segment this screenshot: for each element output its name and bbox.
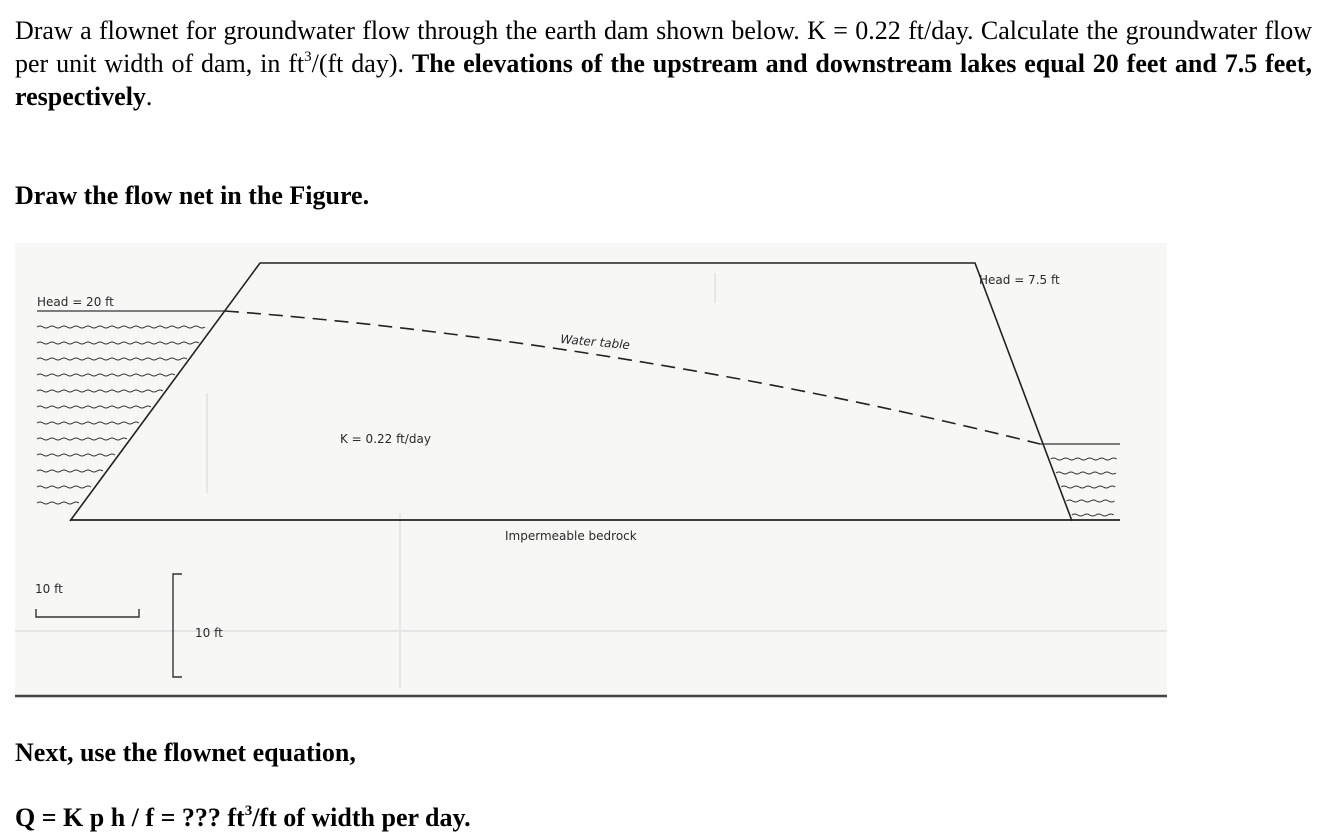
upstream-water-waves bbox=[37, 326, 205, 504]
water-wave bbox=[37, 326, 205, 328]
intro-superscript: 3 bbox=[304, 49, 312, 65]
water-wave bbox=[37, 342, 199, 344]
vertical-scale-label: 10 ft bbox=[195, 626, 223, 640]
water-table-label: Water table bbox=[559, 332, 631, 353]
upstream-head-label: Head = 20 ft bbox=[37, 295, 114, 309]
equation-text: Q = K p h / f = ??? ft bbox=[15, 803, 245, 832]
water-wave bbox=[1072, 514, 1114, 516]
bedrock-label: Impermeable bedrock bbox=[505, 529, 637, 543]
water-wave bbox=[1066, 500, 1114, 502]
intro-unit-text: /(ft day). bbox=[311, 49, 412, 78]
problem-statement bbox=[15, 14, 1312, 113]
water-table-line bbox=[225, 311, 1040, 444]
earth-dam-figure bbox=[15, 243, 1167, 699]
water-wave bbox=[37, 390, 163, 392]
dam-diagram bbox=[15, 243, 1167, 699]
water-wave bbox=[37, 502, 79, 504]
water-wave bbox=[37, 406, 151, 408]
equation-unit-text: /ft of width per day. bbox=[252, 803, 471, 832]
water-wave bbox=[37, 454, 115, 456]
water-wave bbox=[37, 422, 139, 424]
next-step-heading: Next, use the flownet equation, bbox=[15, 738, 356, 767]
horizontal-scale-label: 10 ft bbox=[35, 582, 63, 596]
water-wave bbox=[1051, 458, 1117, 460]
equation-superscript: 3 bbox=[244, 803, 253, 819]
flownet-equation bbox=[15, 801, 1312, 834]
downstream-head-label: Head = 7.5 ft bbox=[979, 273, 1060, 287]
downstream-water-waves bbox=[1051, 458, 1117, 516]
water-wave bbox=[1061, 486, 1115, 488]
water-wave bbox=[37, 470, 103, 472]
vertical-scale-bar bbox=[173, 574, 182, 677]
horizontal-scale-bar bbox=[36, 609, 139, 617]
dam-outline bbox=[70, 263, 1072, 521]
water-wave bbox=[37, 358, 187, 360]
water-wave bbox=[37, 374, 175, 376]
intro-bold-text: The elevations of the upstream and downstream lakes equal 20 feet and 7.5 feet, respectively bbox=[15, 49, 1312, 111]
water-wave bbox=[37, 438, 127, 440]
water-wave bbox=[1056, 472, 1116, 474]
conductivity-label: K = 0.22 ft/day bbox=[340, 432, 431, 446]
intro-period: . bbox=[145, 82, 153, 111]
draw-flownet-heading: Draw the flow net in the Figure. bbox=[15, 181, 370, 210]
water-wave bbox=[37, 486, 91, 488]
intro-text: Draw a flownet for groundwater flow through the earth dam shown below. K = 0.22 ft/day. Calculate the groundwater flow per unit width of dam, in ft bbox=[15, 16, 1312, 78]
